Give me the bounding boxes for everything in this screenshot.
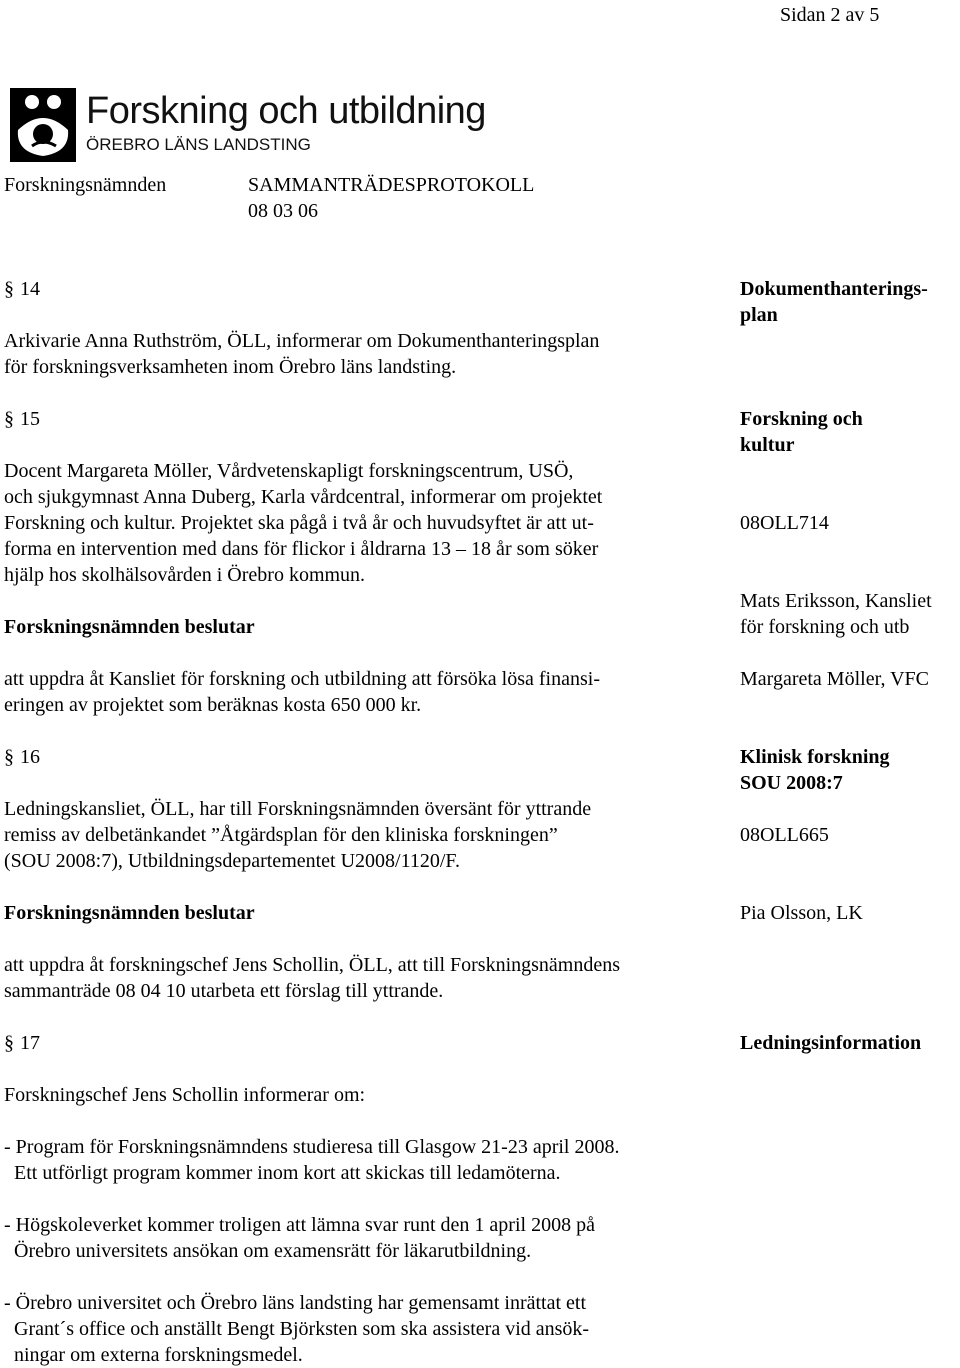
section-number: 14 (20, 278, 40, 300)
section-16-body-line: remiss av delbetänkandet ”Åtgärdsplan för den kliniska forskningen” (4, 824, 558, 846)
section-17-item-line: Ett utförligt program kommer inom kort att skickas till ledamöterna. (14, 1162, 561, 1184)
section-14-heading (4, 276, 40, 302)
logo-subtitle: ÖREBRO LÄNS LANDSTING (86, 135, 311, 154)
section-15-body-line: forma en intervention med dans för flickor i åldrarna 13 – 18 år som söker (4, 538, 599, 560)
header-date: 08 03 06 (248, 200, 318, 222)
section-symbol: § (4, 1032, 14, 1054)
section-15-decision-line: att uppdra åt Kansliet för forskning och utbildning att försöka lösa finansi- (4, 668, 600, 690)
landsting-logo-icon (10, 88, 76, 162)
section-15-body-line: hjälp hos skolhälsovården i Örebro kommun. (4, 564, 366, 586)
section-16-side-title: Klinisk forskning (740, 746, 890, 768)
section-16-side-title: SOU 2008:7 (740, 772, 843, 794)
section-14-side-title: plan (740, 304, 778, 326)
section-15-side-title: Forskning och (740, 408, 863, 430)
section-15-body-line: Docent Margareta Möller, Vårdvetenskapligt forskningscentrum, USÖ, (4, 460, 574, 482)
section-15-body-line: och sjukgymnast Anna Duberg, Karla vårdcentral, informerar om projektet (4, 486, 603, 508)
section-16-body-line: (SOU 2008:7), Utbildningsdepartementet U2008/1120/F. (4, 850, 460, 872)
section-17-item-line: - Örebro universitet och Örebro läns landsting har gemensamt inrättat ett (4, 1292, 587, 1314)
section-symbol: § (4, 408, 14, 430)
header-org: Forskningsnämnden (4, 174, 167, 196)
section-14-body-line: Arkivarie Anna Ruthström, ÖLL, informerar om Dokumenthanteringsplan (4, 330, 600, 352)
section-symbol: § (4, 278, 14, 300)
section-number: 17 (20, 1032, 40, 1054)
page-number: Sidan 2 av 5 (780, 4, 880, 26)
section-symbol: § (4, 746, 14, 768)
section-14-side-title: Dokumenthanterings- (740, 278, 928, 300)
section-17-side-title: Ledningsinformation (740, 1032, 922, 1054)
section-17-item-line: - Program för Forskningsnämndens studieresa till Glasgow 21-23 april 2008. (4, 1136, 620, 1158)
section-14-body-line: för forskningsverksamheten inom Örebro läns landsting. (4, 356, 457, 378)
section-17-heading (4, 1030, 40, 1056)
section-16-body-line: Ledningskansliet, ÖLL, har till Forskningsnämnden översänt för yttrande (4, 798, 592, 820)
section-number: 16 (20, 746, 40, 768)
section-15-decision-line: eringen av projektet som beräknas kosta 650 000 kr. (4, 694, 422, 716)
section-15-body-line: Forskning och kultur. Projektet ska pågå i två år och huvudsyftet är att ut- (4, 512, 594, 534)
section-15-side-contact: Mats Eriksson, Kansliet (740, 590, 932, 612)
header-doc-type: SAMMANTRÄDESPROTOKOLL (248, 174, 535, 196)
section-15-side-title: kultur (740, 434, 795, 456)
section-16-side-ref: 08OLL665 (740, 824, 829, 846)
section-15-heading (4, 406, 40, 432)
section-16-decision-line: sammanträde 08 04 10 utarbeta ett förslag till yttrande. (4, 980, 444, 1002)
section-15-side-ref: 08OLL714 (740, 512, 829, 534)
section-16-heading (4, 744, 40, 770)
section-17-item-line: Örebro universitets ansökan om examensrätt för läkarutbildning. (14, 1240, 532, 1262)
section-16-side-contact: Pia Olsson, LK (740, 902, 863, 924)
section-15-side-contact: Margareta Möller, VFC (740, 668, 929, 690)
section-16-decision-heading: Forskningsnämnden beslutar (4, 902, 255, 924)
section-17-intro: Forskningschef Jens Schollin informerar om: (4, 1084, 366, 1106)
logo-title: Forskning och utbildning (86, 90, 486, 132)
section-17-item-line: ningar om externa forskningsmedel. (14, 1344, 303, 1366)
section-number: 15 (20, 408, 40, 430)
section-15-decision-heading: Forskningsnämnden beslutar (4, 616, 255, 638)
section-17-item-line: - Högskoleverket kommer troligen att lämna svar runt den 1 april 2008 på (4, 1214, 595, 1236)
section-15-side-contact: för forskning och utb (740, 616, 910, 638)
section-17-item-line: Grant´s office och anställt Bengt Björksten som ska assistera vid ansök- (14, 1318, 590, 1340)
section-16-decision-line: att uppdra åt forskningschef Jens Schollin, ÖLL, att till Forskningsnämndens (4, 954, 621, 976)
